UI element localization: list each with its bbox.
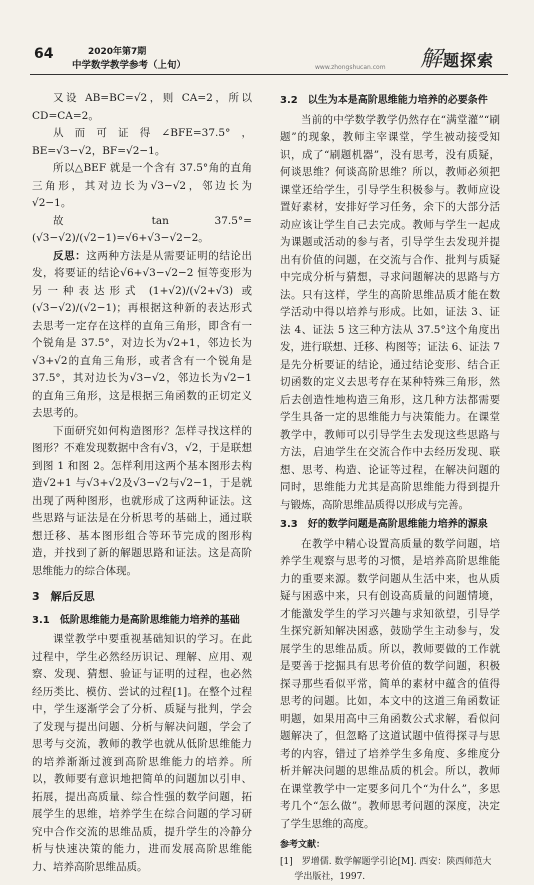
paragraph: 从而可证得∠BFE=37.5°，BE=√3−√2，BF=√2−1。	[32, 127, 252, 157]
column-title-rest: 题探索	[443, 51, 495, 70]
header-rule	[30, 74, 508, 75]
reference-item: [1] 罗增儒. 数学解题学引论[M]. 西安：陕西师范大学出版社，1997.	[280, 856, 492, 882]
reflection-paragraph	[32, 248, 252, 423]
column-title-big: 解	[420, 47, 444, 72]
paragraph: 在教学中精心设置高质量的数学问题，培养学生观察与思考的习惯，是培养高阶思维能力的重要来源。数学问题从生活中来，也从质疑与困惑中来，只有创设高质量的问题情境，才能激发学生的学习兴趣与求知欲望，引导学生探究新知解决困惑，鼓励学生主动参与，发展学生的思维品质。所以，教师要做的工作就是要善于挖掘具有思考价值的数学问题，积极探寻那些看似平常，简单的素材中蕴含的值得思考的问题。比如，本文中的这道三角函数证明题，如果用高中三角函数公式求解，看似问题解决了，但忽略了这道试题中值得探寻与思考的内容，错过了培养学生多角度、多维度分析并解决问题的思维品质的机会。所以，教师在课堂教学中一定要多问几个“为什么”，多思考几个“怎么做”。教师思考问题的深度，决定了学生思维的高度。	[280, 537, 500, 830]
left-column	[32, 90, 252, 876]
website-url: www.zhongshucan.com	[315, 64, 386, 71]
paragraph: 所以△BEF 就是一个含有 37.5°角的直角三角形，其对边长为√3−√2，邻边长为√2−1。	[32, 162, 252, 209]
issue-label: 2020年第7期	[88, 47, 147, 57]
subsection-heading: 3.3 好的数学问题是高阶思维能力培养的源泉	[280, 519, 488, 530]
subsection-heading: 3.2 以生为本是高阶思维能力培养的必要条件	[280, 95, 488, 106]
formula-line: 故 tan 37.5°=(√3−√2)/(√2−1)=√6+√3−√2−2。	[32, 214, 252, 244]
page-header	[0, 40, 534, 80]
subsection-heading: 3.1 低阶思维能力是高阶思维能力培养的基础	[32, 614, 240, 626]
paragraph: 又设 AB=BC=√2，则 CA=2，所以 CD=CA=2。	[32, 92, 252, 122]
reflection-text: 这两种方法是从需要证明的结论出发，将要证的结论√6+√3−√2−2 恒等变形为另一种表达形式 (1+√2)/(√2+√3) 或 (√3−√2)/(√2−1)；再根据这种新的表达形式去思考一定存在这样的直角三角形，即含有一个锐角是 37.5°，对边长为√2+1，邻边长为√3+√2的直角三角形，或者含有一个锐角是 37.5°，其对边长为√3−√2，邻边长为√2−1 的直角三角形，这是根据三角函数的正切定义去思考的。	[32, 249, 253, 419]
references-title: 参考文献：	[280, 840, 326, 850]
paragraph: 当前的中学数学教学仍然存在“满堂灌”“刷题”的现象，教师主宰课堂，学生被动接受知识，成了“刷题机器”，没有思考，没有质疑，何谈思维？何谈高阶思维？所以，教师必须把课堂还给学生，引导学生积极参与。教师应设置好素材，安排好学习任务，余下的大部分活动应该让学生自己去完成。教师与学生一起成为课题或活动的参与者，引导学生去发现并提出有价值的问题，在交流与合作、批判与质疑中完成分析与猜想，寻求问题解决的思路与方法。只有这样，学生的高阶思维品质才能在数学活动中得以培养与形成。比如，证法 3、证法 4、证法 5 这三种方法从 37.5°这个角度出发，进行联想、迁移、构图等；证法 6、证法 7 是先分析要证的结论，通过结论变形、结合正切函数的定义去思考存在某种特殊三角形，然后去创造性地构造三角形，这几种方法都需要学生具备一定的思维能力与决策能力。在课堂教学中，教师可以引导学生去发现这些思路与方法，启迪学生在交流合作中去经历发现、联想、思考、构造、论证等过程，在解决问题的同时，思维能力尤其是高阶思维能力得到提升与锻炼，高阶思维品质得以形成与完善。	[280, 113, 500, 511]
column-title	[420, 42, 494, 73]
right-column	[280, 90, 500, 885]
paragraph: 下面研究如何构造图形？怎样寻找这样的图形？不难发现数据中含有√3，√2，于是联想到图 1 和图 2。怎样利用这两个基本图形去构造√2+1 与√3+√2及√3−√2与√2−1，于是就出现了两种图形，也就形成了这两种证法。这些思路与证法是在分析思考的基础上，通过联想迁移、基本图形组合等环节完成的图形构造，并找到了新的解题思路和证法。这是高阶思维能力的综合体现。	[32, 424, 252, 577]
reflection-label: 反思：	[53, 249, 87, 262]
paragraph: 课堂教学中要重视基础知识的学习。在此过程中，学生必然经历识记、理解、应用、观察、发现、猜想、验证与证明的过程，也必然经历类比、模仿、尝试的过程[1]。在整个过程中，学生逐渐学会了分析、质疑与批判，学会了发现与提出问题、分析与解决问题，学会了思考与交流，教师的教学也就从低阶思维能力的培养渐渐过渡到高阶思维能力的培养。所以，教师要有意识地把简单的问题加以引申、拓展，提出高质量、综合性强的数学问题，拓展学生的思维，培养学生在综合问题的学习研究中合作交流的思维品质，提升学生的冷静分析与快速决策的能力，进而发展高阶思维能力、培养高阶思维品质。	[32, 633, 252, 873]
journal-name: 中学数学教学参考（上旬）	[72, 60, 187, 71]
page-number: 64	[34, 46, 54, 62]
section-heading: 3 解后反思	[32, 590, 95, 603]
